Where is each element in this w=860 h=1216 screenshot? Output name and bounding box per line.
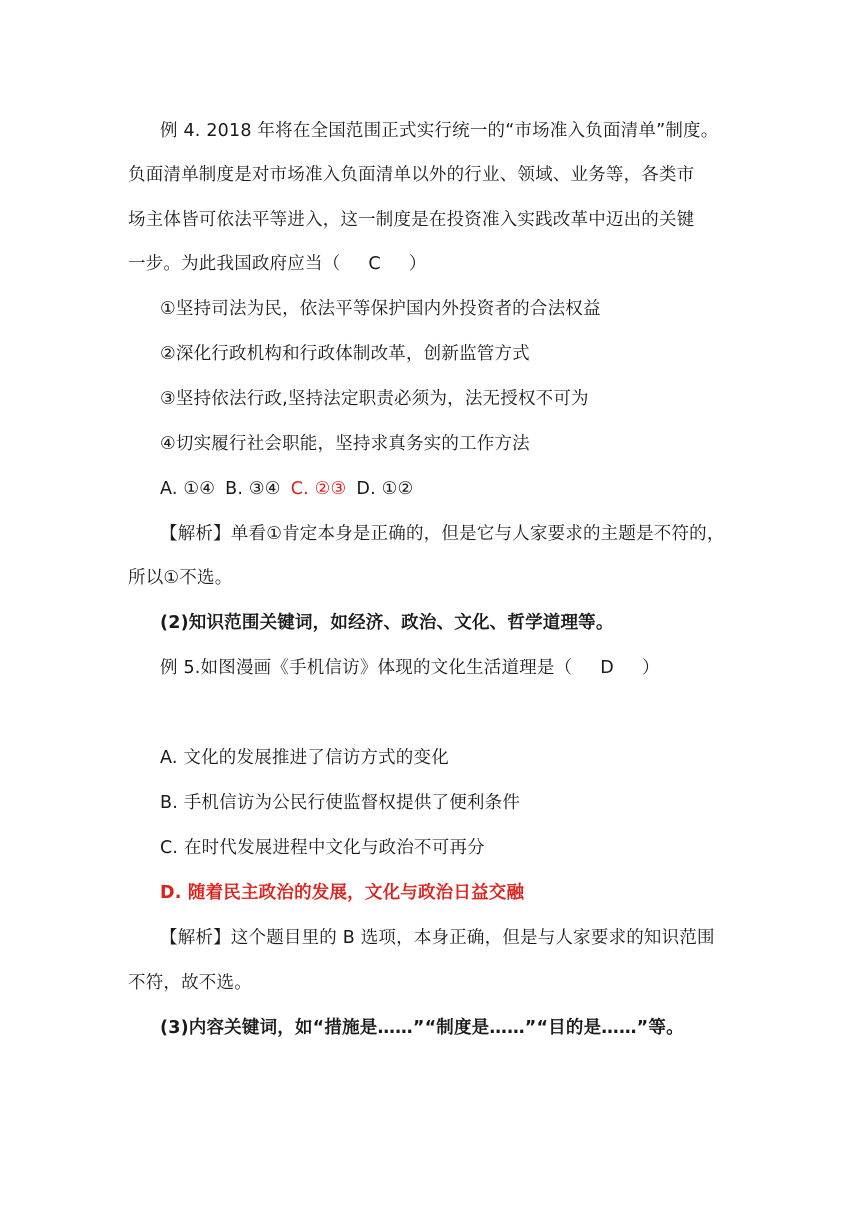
q4-option-a: A. ①④ xyxy=(160,479,216,499)
q5-option-b: B. 手机信访为公民行使监督权提供了便利条件 xyxy=(160,793,521,813)
q4-analysis-line-1: 【解析】单看①肯定本身是正确的，但是它与人家要求的主题是不符的， xyxy=(160,524,725,544)
q4-item-2: ②深化行政机构和行政体制改革，创新监管方式 xyxy=(160,344,530,364)
q4-stem-suffix: ） xyxy=(408,254,427,274)
q4-options xyxy=(160,476,413,502)
q4-answer: C xyxy=(368,254,381,274)
q5-analysis-line-1: 【解析】这个题目里的 B 选项，本身正确，但是与人家要求的知识范围 xyxy=(160,928,715,948)
q4-stem-prefix: 一步。为此我国政府应当（ xyxy=(128,254,341,274)
q5-analysis-line-2: 不符，故不选。 xyxy=(128,973,252,993)
heading-knowledge-scope: (2)知识范围关键词，如经济、政治、文化、哲学道理等。 xyxy=(160,613,614,633)
q5-answer: D xyxy=(600,658,614,678)
q4-analysis-line-2: 所以①不选。 xyxy=(128,568,233,588)
q5-option-c: C. 在时代发展进程中文化与政治不可再分 xyxy=(160,838,485,858)
q5-stem xyxy=(160,655,660,681)
q4-line-1: 例 4. 2018 年将在全国范围正式实行统一的“市场准入负面清单”制度。 xyxy=(160,121,719,141)
q4-item-4: ④切实履行社会职能，坚持求真务实的工作方法 xyxy=(160,434,530,454)
q4-item-1: ①坚持司法为民，依法平等保护国内外投资者的合法权益 xyxy=(160,299,601,319)
q5-option-a: A. 文化的发展推进了信访方式的变化 xyxy=(160,748,449,768)
q4-item-3: ③坚持依法行政,坚持法定职责必须为，法无授权不可为 xyxy=(160,389,589,409)
q5-stem-suffix: ） xyxy=(641,658,660,678)
q4-line-4 xyxy=(128,251,427,277)
q4-option-b: B. ③④ xyxy=(225,479,281,499)
q4-line-2: 负面清单制度是对市场准入负面清单以外的行业、领域、业务等，各类市 xyxy=(128,165,695,185)
q4-option-c-correct: C. ②③ xyxy=(290,479,347,499)
q5-option-d-correct: D. 随着民主政治的发展，文化与政治日益交融 xyxy=(160,883,525,903)
q4-option-d: D. ①② xyxy=(356,479,414,499)
heading-content-keywords: (3)内容关键词，如“措施是……”“制度是……”“目的是……”等。 xyxy=(160,1018,684,1038)
q5-stem-prefix: 例 5.如图漫画《手机信访》体现的文化生活道理是（ xyxy=(160,658,573,678)
q4-line-3: 场主体皆可依法平等进入，这一制度是在投资准入实践改革中迈出的关键 xyxy=(128,210,695,230)
